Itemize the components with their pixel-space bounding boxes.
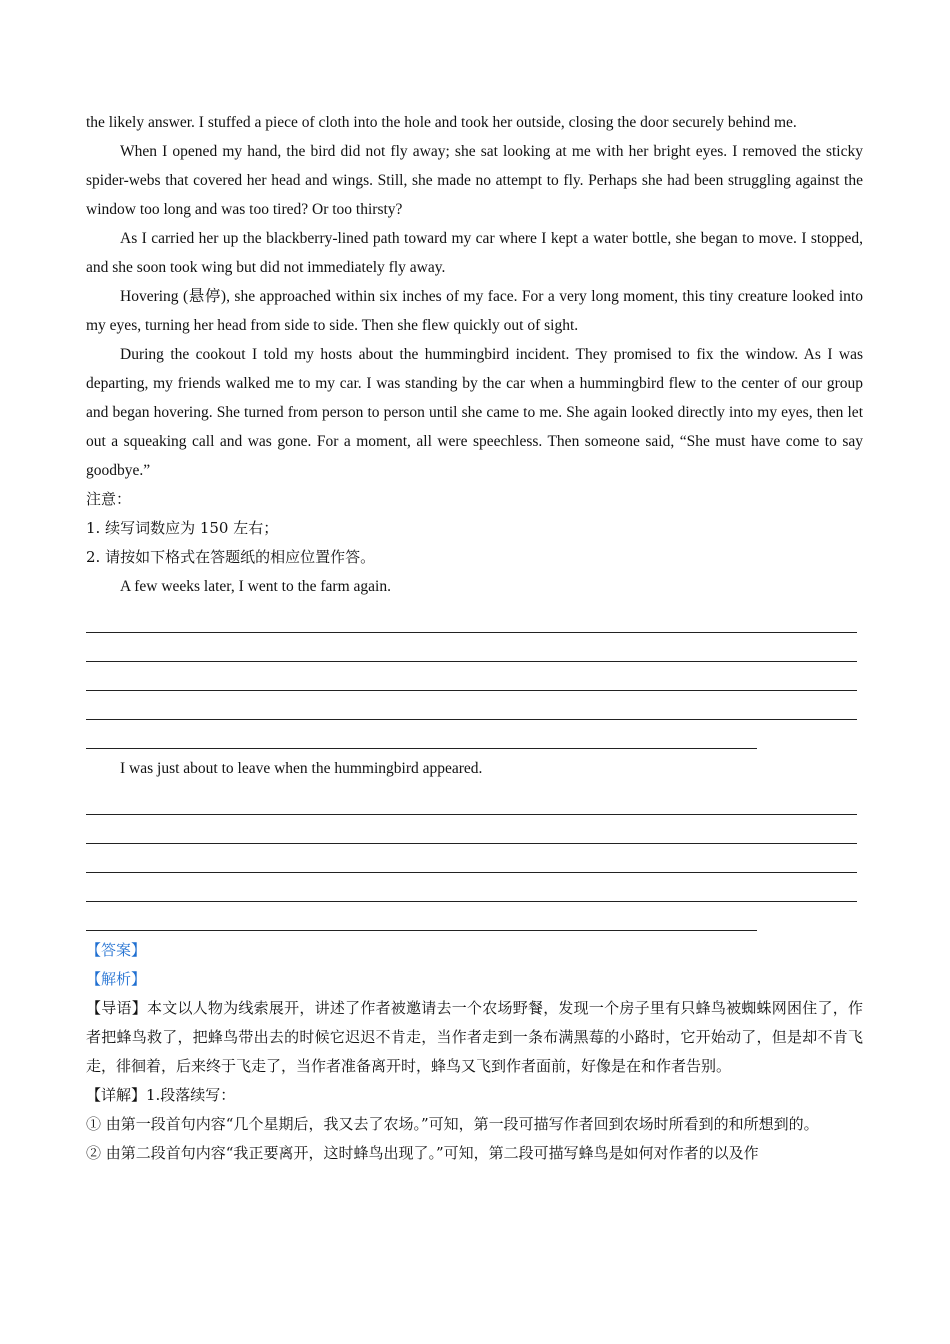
continuation-prompt-1: A few weeks later, I went to the farm again. bbox=[120, 578, 391, 595]
writing-lines-1 bbox=[86, 604, 863, 749]
writing-line bbox=[86, 873, 857, 902]
writing-line bbox=[86, 662, 857, 691]
notes-title: 注意： bbox=[86, 490, 132, 508]
notes-item: 1. 续写词数应为 150 左右； bbox=[86, 519, 279, 537]
story-paragraph: As I carried her up the blackberry-lined path toward my car where I kept a water bottle, she began to move. I stopped, and she soon took wing but did not immediately fly away. bbox=[86, 230, 863, 276]
story-paragraph: the likely answer. I stuffed a piece of cloth into the hole and took her outside, closing the door securely behind me. bbox=[86, 114, 797, 131]
writing-line bbox=[86, 786, 857, 815]
writing-line bbox=[86, 815, 857, 844]
detail-point: ② 由第二段首句内容“我正要离开，这时蜂鸟出现了。”可知，第二段可描写蜂鸟是如何对作者的以及作 bbox=[86, 1144, 759, 1162]
writing-line bbox=[86, 720, 757, 749]
story-paragraph: When I opened my hand, the bird did not fly away; she sat looking at me with her bright eyes. I removed the sticky spider-webs that covered her head and wings. Still, she made no attempt to fly. Perhaps she had been struggling against the window too long and was too tired? Or too thirsty? bbox=[86, 143, 863, 218]
writing-line bbox=[86, 691, 857, 720]
story-paragraph: Hovering (悬停), she approached within six inches of my face. For a very long moment, this tiny creature looked into my eyes, turning her head from side to side. Then she flew quickly out of sight. bbox=[86, 288, 863, 334]
notes-item: 2. 请按如下格式在答题纸的相应位置作答。 bbox=[86, 548, 376, 566]
document-page bbox=[86, 108, 863, 1168]
writing-lines-2 bbox=[86, 786, 863, 931]
answer-tag: 【答案】 bbox=[86, 941, 147, 959]
writing-line bbox=[86, 844, 857, 873]
detail-heading: 【详解】1.段落续写： bbox=[86, 1086, 236, 1104]
writing-line bbox=[86, 604, 857, 633]
writing-line bbox=[86, 902, 757, 931]
story-paragraph: During the cookout I told my hosts about the hummingbird incident. They promised to fix the window. As I was departing, my friends walked me to my car. I was standing by the car when a hummingbird flew to the center of our group and began hovering. She turned from person to person until she came to me. She again looked directly into my eyes, then let out a squeaking call and was gone. For a moment, all were speechless. Then someone said, “She must have come to say goodbye.” bbox=[86, 346, 863, 479]
detail-point: ① 由第一段首句内容“几个星期后，我又去了农场。”可知，第一段可描写作者回到农场时所看到的和所想到的。 bbox=[86, 1115, 819, 1133]
analysis-intro: 【导语】本文以人物为线索展开，讲述了作者被邀请去一个农场野餐，发现一个房子里有只蜂鸟被蜘蛛网困住了，作者把蜂鸟救了，把蜂鸟带出去的时候它迟迟不肯走，当作者走到一条布满黑莓的小路时，它开始动了，但是却不肯飞走，徘徊着，后来终于飞走了，当作者准备离开时，蜂鸟又飞到作者面前，好像是在和作者告别。 bbox=[86, 999, 863, 1075]
analysis-tag: 【解析】 bbox=[86, 970, 147, 988]
writing-line bbox=[86, 633, 857, 662]
continuation-prompt-2: I was just about to leave when the hummingbird appeared. bbox=[120, 760, 483, 777]
